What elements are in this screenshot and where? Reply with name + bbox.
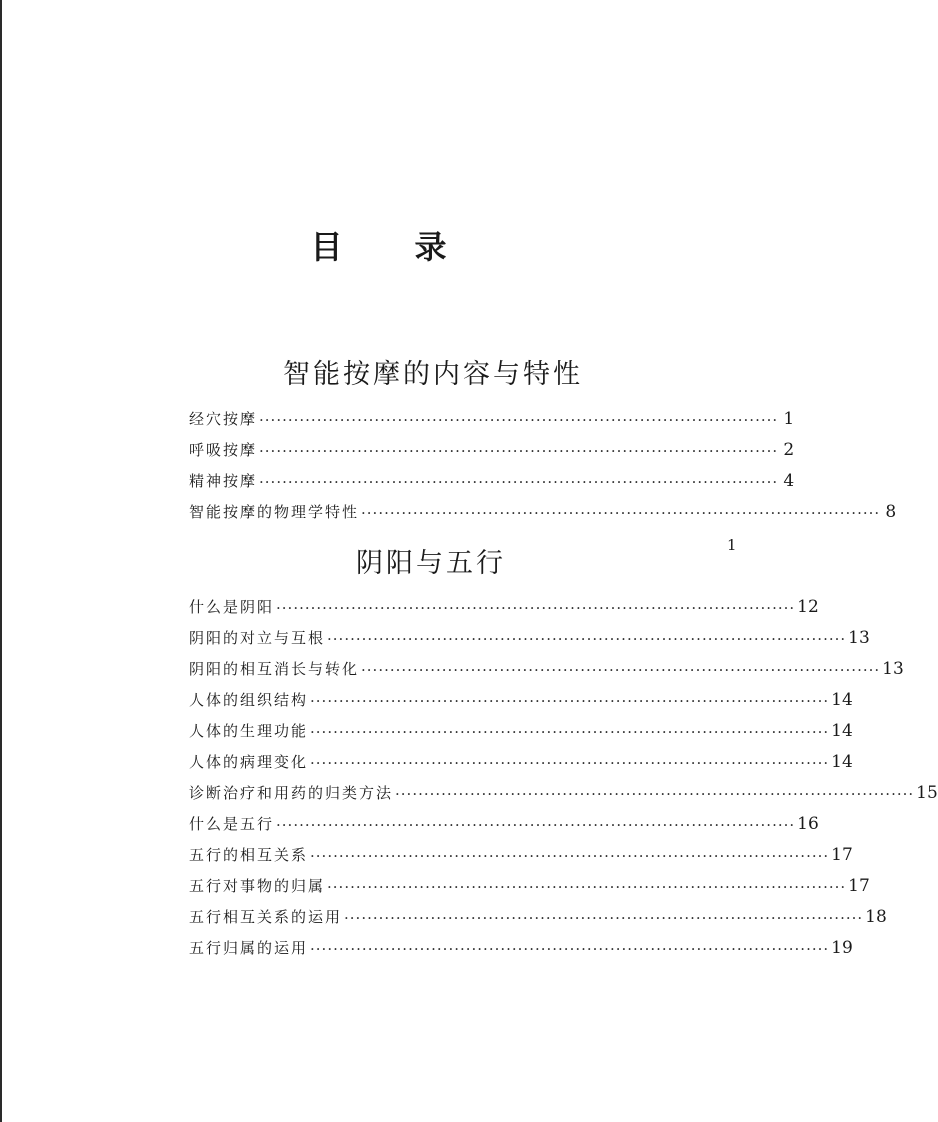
toc-entry-page: 8: [885, 502, 897, 522]
toc-entry-label: 五行相互关系的运用: [189, 908, 343, 926]
leader-dots: ··························································································: [310, 847, 830, 865]
leader-dots: ··························································································: [259, 473, 779, 491]
toc-entry-page: 2: [783, 440, 795, 460]
toc-entry[interactable]: [189, 679, 853, 710]
toc-entry[interactable]: [189, 710, 853, 741]
toc-entry-label: 人体的生理功能: [189, 722, 309, 740]
toc-entry[interactable]: [189, 803, 819, 834]
leader-dots: ··························································································: [327, 878, 847, 896]
toc-entry-page: 14: [831, 690, 853, 710]
toc-entry[interactable]: [189, 865, 870, 896]
toc-entry-page: 1: [783, 409, 795, 429]
toc-entry[interactable]: [189, 398, 795, 429]
toc-entry-label: 五行归属的运用: [189, 939, 309, 957]
toc-entry-page: 16: [797, 814, 819, 834]
leader-dots: ··························································································: [361, 504, 881, 522]
toc-entry[interactable]: [189, 648, 904, 679]
page-title: [0, 222, 757, 268]
toc-entry-label: 阴阳的对立与互根: [189, 629, 326, 647]
leader-dots: ··························································································: [310, 723, 830, 741]
toc-entry-label: 经穴按摩: [189, 410, 258, 428]
toc-entry[interactable]: [189, 491, 897, 522]
toc-entry-label: 呼吸按摩: [189, 441, 258, 459]
toc-entry[interactable]: [189, 460, 795, 491]
toc-entry-page: 17: [848, 876, 870, 896]
toc-list-massage: [189, 398, 897, 522]
toc-entry[interactable]: [189, 429, 795, 460]
toc-entry-label: 智能按摩的物理学特性: [189, 503, 360, 521]
page-title-right: 录: [414, 228, 447, 266]
toc-entry[interactable]: [189, 772, 938, 803]
page-title-left: 目: [310, 228, 343, 266]
leader-dots: ··························································································: [276, 599, 796, 617]
leader-dots: ··························································································: [259, 442, 779, 460]
toc-entry-page: 17: [831, 845, 853, 865]
toc-entry[interactable]: [189, 896, 887, 927]
section-heading-yinyang: 阴阳与五行: [356, 548, 506, 579]
toc-entry-label: 诊断治疗和用药的归类方法: [189, 784, 394, 802]
leader-dots: ··························································································: [344, 909, 864, 927]
toc-entry-page: 18: [865, 907, 887, 927]
leader-dots: ··························································································: [327, 630, 847, 648]
toc-entry-page: 15: [916, 783, 938, 803]
section-heading-massage: 智能按摩的内容与特性: [283, 359, 583, 390]
leader-dots: ··························································································: [276, 816, 796, 834]
leader-dots: ··························································································: [310, 754, 830, 772]
leader-dots: ··························································································: [310, 940, 830, 958]
toc-entry-label: 精神按摩: [189, 472, 258, 490]
toc-entry-label: 人体的病理变化: [189, 753, 309, 771]
toc-entry-label: 什么是五行: [189, 815, 275, 833]
folio-page-number: 1: [727, 536, 737, 554]
toc-entry-page: 4: [783, 471, 795, 491]
toc-entry-label: 五行对事物的归属: [189, 877, 326, 895]
toc-entry-page: 14: [831, 721, 853, 741]
toc-entry-page: 13: [882, 659, 904, 679]
toc-entry[interactable]: [189, 741, 853, 772]
toc-entry-label: 人体的组织结构: [189, 691, 309, 709]
toc-entry[interactable]: [189, 927, 853, 958]
toc-entry-page: 12: [797, 597, 819, 617]
toc-entry[interactable]: [189, 834, 853, 865]
leader-dots: ··························································································: [395, 785, 915, 803]
toc-entry-label: 五行的相互关系: [189, 846, 309, 864]
toc-list-yinyang: [189, 586, 938, 958]
toc-entry-page: 13: [848, 628, 870, 648]
leader-dots: ··························································································: [310, 692, 830, 710]
toc-entry-label: 阴阳的相互消长与转化: [189, 660, 360, 678]
leader-dots: ··························································································: [259, 411, 779, 429]
leader-dots: ··························································································: [361, 661, 881, 679]
toc-entry-label: 什么是阴阳: [189, 598, 275, 616]
toc-entry-page: 19: [831, 938, 853, 958]
toc-entry[interactable]: [189, 586, 819, 617]
toc-entry[interactable]: [189, 617, 870, 648]
toc-entry-page: 14: [831, 752, 853, 772]
